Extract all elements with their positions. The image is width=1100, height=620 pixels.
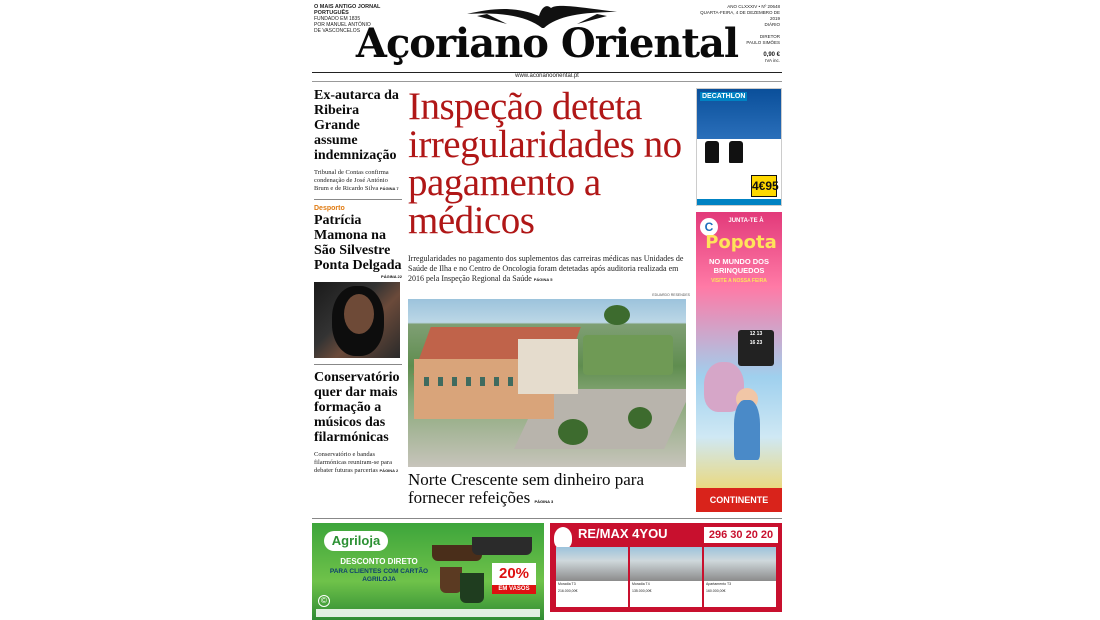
page-ref: PÁGINA 5 — [533, 277, 553, 282]
decathlon-logo: DECATHLON — [702, 93, 746, 100]
section-kicker: Desporto — [314, 205, 345, 212]
divider — [312, 518, 782, 519]
continente-brand-bar: CONTINENTE — [696, 488, 782, 512]
athlete-photo — [314, 282, 400, 358]
agriloja-logo: Agriloja — [324, 531, 388, 551]
masthead — [312, 0, 782, 84]
left-column — [314, 88, 402, 475]
founder-2: DE VASCONCELOS — [314, 28, 361, 34]
phone-number: 296 30 20 20 — [704, 527, 778, 543]
continente-logo-icon: C — [700, 218, 718, 236]
story-ex-autarca[interactable] — [314, 88, 402, 193]
page-ref: PÁGINA 3 — [534, 499, 554, 504]
main-lead — [408, 254, 686, 285]
story-title[interactable]: Ex-autarca da Ribeira Grande assume indemnização — [314, 88, 399, 163]
photo-caption[interactable] — [408, 471, 690, 511]
divider — [312, 81, 782, 82]
balloon-icon — [554, 527, 572, 549]
listing-type: Apartamento T3 — [706, 582, 732, 586]
lead-text: Irregularidades no pagamento dos suplementos das carreiras médicas nas Unidades de Saúde de Ilha e no Centro de Oncologia foram detetadas após auditoria realizada em 2016 pela Inspeção Regional da Saúde — [408, 254, 684, 283]
listing-type: Moradia T3 — [558, 582, 576, 586]
newspaper-logo[interactable]: Açoriano Oriental — [355, 20, 739, 67]
founded: FUNDADO EM 1835 — [314, 16, 361, 22]
story-body — [314, 169, 402, 193]
decathlon-ad[interactable] — [696, 88, 782, 206]
director-name: PAULO SIMÕES — [746, 40, 780, 45]
issue-number: ANO CLXXXIV • Nº 20648 — [727, 4, 780, 9]
vat-note: IVA inc. — [765, 58, 780, 63]
ad-subline: VISITE A NOSSA FEIRA — [711, 278, 767, 284]
fine-print — [316, 609, 540, 617]
story-conservatorio[interactable] — [314, 370, 402, 475]
girl-figure — [734, 400, 760, 460]
newspaper-front-page — [312, 0, 782, 620]
listing-card[interactable] — [630, 547, 702, 607]
story-patricia-mamona[interactable] — [314, 205, 402, 358]
copyright-icon: © — [318, 595, 330, 607]
divider — [314, 199, 402, 200]
story-text: Conservatório e bandas filarmónicas reuniram-se para debater futuras parcerias — [314, 451, 392, 474]
popota-logo: Popota — [705, 232, 777, 253]
ad-line: NO MUNDO DOS BRINQUEDOS — [709, 257, 769, 275]
photo-credit: EDUARDO RESENDES — [652, 293, 690, 297]
main-headline[interactable]: Inspeção deteta irregularidades no pagamento a médicos — [408, 85, 682, 242]
listing-price: 216.000,00€ — [558, 589, 578, 593]
page-ref: PÁGINA 2 — [379, 468, 399, 473]
listing-type: Moradia T4 — [632, 582, 650, 586]
tagline: O MAIS ANTIGO JORNAL PORTUGUÊS — [314, 4, 381, 16]
story-title[interactable]: Patrícia Mamona na São Silvestre Ponta Delgada — [314, 213, 402, 273]
listing-price: 135.000,00€ — [632, 589, 652, 593]
ad-price: 4€95 — [751, 175, 777, 197]
founder: POR MANUEL ANTÓNIO — [314, 22, 371, 28]
story-body — [314, 451, 402, 475]
caption-text: Norte Crescente sem dinheiro para fornecer refeições — [408, 470, 645, 507]
ad-title: JUNTA-TE À — [728, 218, 764, 224]
story-title[interactable]: Conservatório quer dar mais formação a músicos das filarmónicas — [314, 370, 400, 445]
website-link[interactable]: www.acorianooriental.pt — [515, 73, 579, 79]
ad-line: DESCONTO DIRETO — [340, 557, 418, 566]
page-ref: PÁGINA 7 — [379, 186, 399, 191]
main-story — [408, 85, 690, 511]
discount-label: EM VASOS — [492, 585, 536, 594]
listing-price: 160.000,00€ — [706, 589, 726, 593]
divider — [314, 364, 402, 365]
remax-ad[interactable] — [550, 523, 782, 620]
listing-card[interactable] — [556, 547, 628, 607]
remax-logo: RE/MAX 4YOU — [578, 526, 668, 541]
issue-date: QUARTA-FEIRA, 4 DE DEZEMBRO DE 2019 — [700, 10, 780, 21]
agriloja-ad[interactable] — [312, 523, 544, 620]
aerial-photo — [408, 299, 686, 467]
continente-ad[interactable] — [696, 212, 782, 512]
director-label: DIRETOR — [759, 34, 780, 39]
listing-card[interactable] — [704, 547, 776, 607]
discount-percent: 20% — [492, 563, 536, 585]
story-text: Tribunal de Contas confirma condenação de José António Brum e de Ricardo Silva — [314, 169, 389, 192]
page-ref: PÁGINA 22 — [381, 274, 402, 279]
price: 0,90 € — [763, 52, 780, 58]
calendar-icon: 12 13 16 23 — [738, 330, 774, 366]
masthead-right-info — [690, 4, 780, 64]
ad-subline: PARA CLIENTES COM CARTÃO AGRILOJA — [329, 568, 429, 583]
frequency: DIÁRIO — [764, 22, 780, 27]
